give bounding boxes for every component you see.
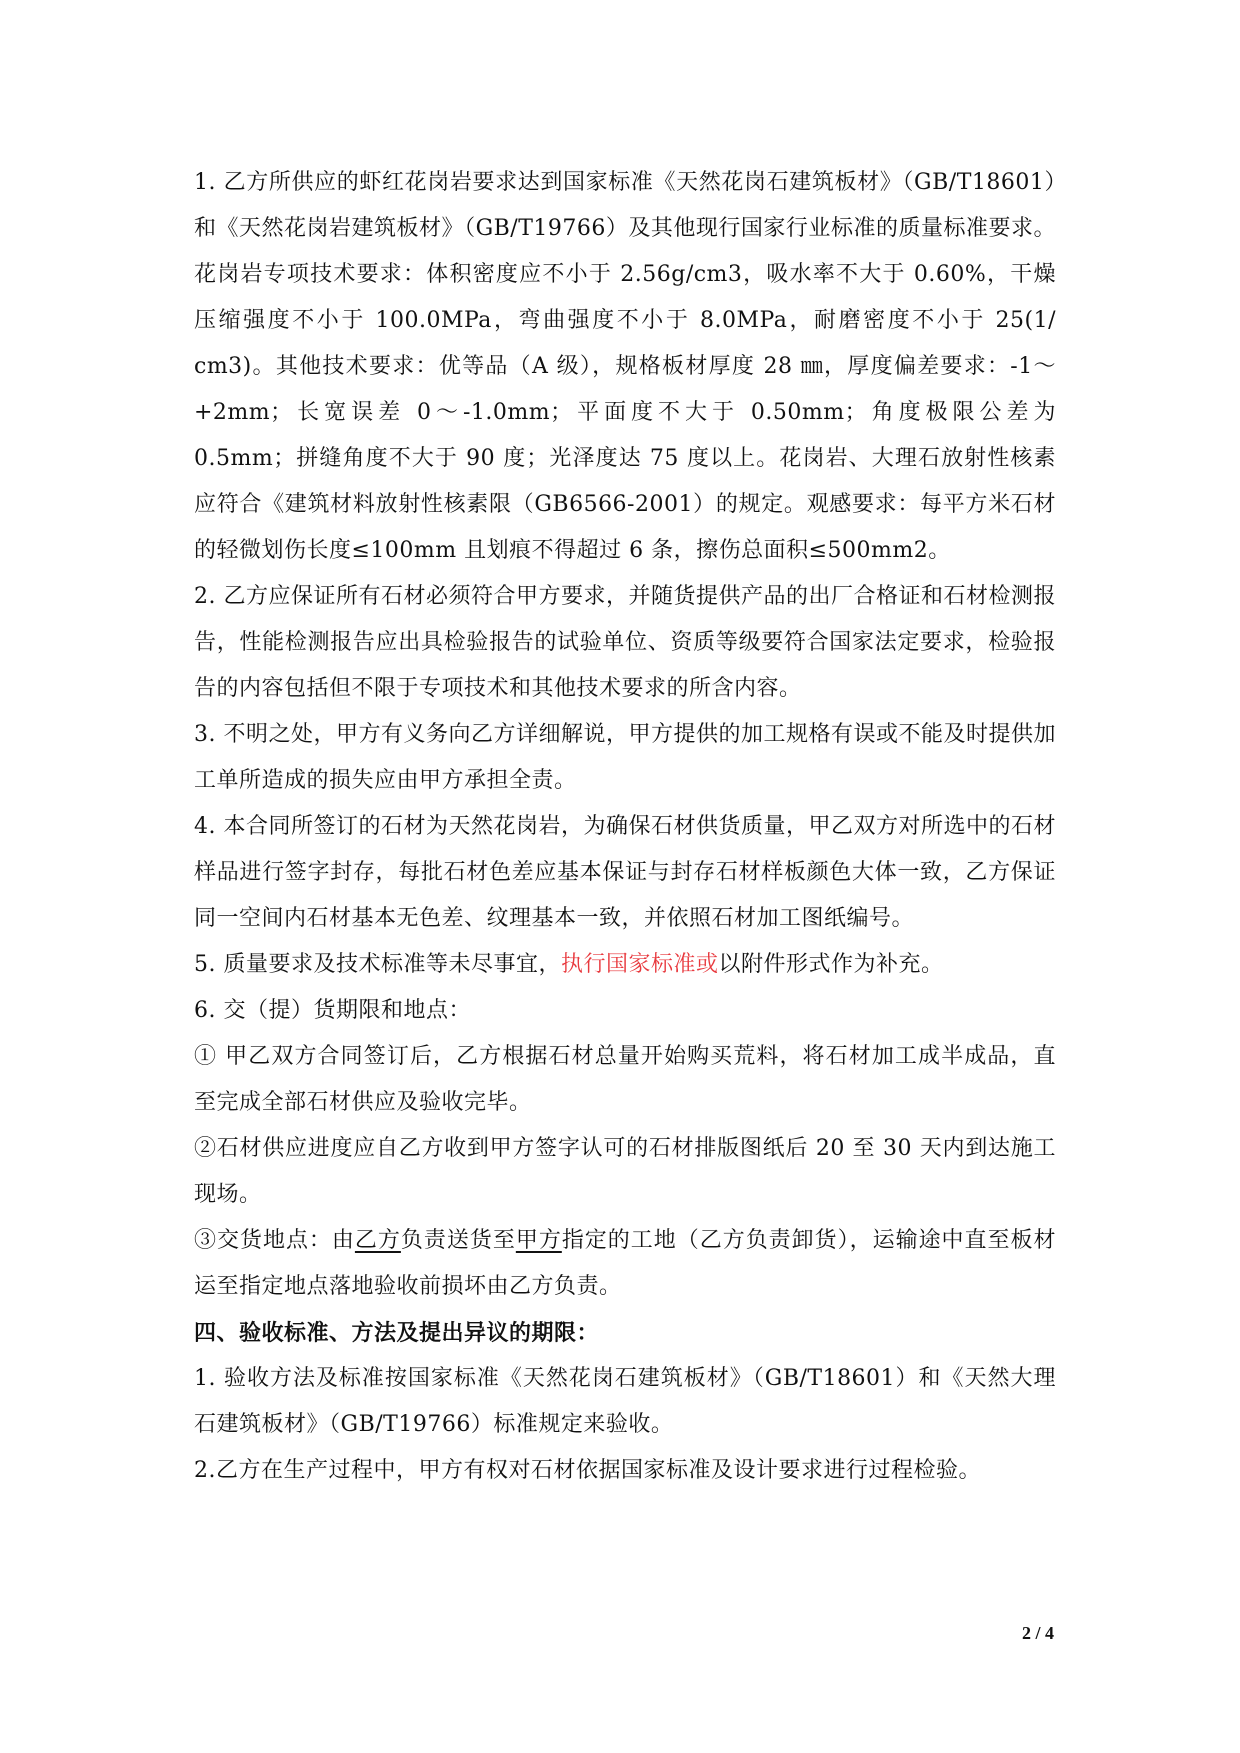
party-b-underlined: 乙方 — [354, 1228, 401, 1253]
supplement-text-after: 以附件形式作为补充。 — [718, 952, 944, 977]
paragraph-supplement — [194, 942, 1056, 988]
paragraph-process-inspection: 2.乙方在生产过程中，甲方有权对石材依据国家标准及设计要求进行过程检验。 — [194, 1458, 981, 1483]
paragraph-sample-seal: 4. 本合同所签订的石材为天然花岗岩，为确保石材供货质量，甲乙双方对所选中的石材样品进行签字封存，每批石材色差应基本保证与封存石材样板颜色大体一致，乙方保证同一空间内石材基本无色差、纹理基本一致，并依照石材加工图纸编号。 — [194, 814, 1056, 931]
section-heading-acceptance: 四、验收标准、方法及提出异议的期限： — [194, 1320, 600, 1346]
supplement-highlight: 执行国家标准或 — [561, 952, 719, 977]
paragraph-acceptance-method: 1. 验收方法及标准按国家标准《天然花岗石建筑板材》（GB/T18601）和《天然大理石建筑板材》（GB/T19766）标准规定来验收。 — [194, 1366, 1056, 1437]
paragraph-delivery-title: 6. 交（提）货期限和地点： — [194, 998, 471, 1023]
paragraph-delivery-item-1: ① 甲乙双方合同签订后，乙方根据石材总量开始购买荒料，将石材加工成半成品，直至完成全部石材供应及验收完毕。 — [194, 1044, 1056, 1115]
document-body — [194, 160, 1056, 1494]
paragraph-delivery-item-2: ②石材供应进度应自乙方收到甲方签字认可的石材排版图纸后 20 至 30 天内到达施工现场。 — [194, 1136, 1056, 1207]
delivery-location-suffix: 指定的工地（乙方负责卸货），运输途中直至板材运至指定地点落地验收前损坏由乙方负责。 — [194, 1228, 1056, 1299]
paragraph-explanation: 3. 不明之处，甲方有义务向乙方详细解说，甲方提供的加工规格有误或不能及时提供加工单所造成的损失应由甲方承担全责。 — [194, 722, 1056, 793]
delivery-location-middle: 负责送货至 — [400, 1228, 516, 1253]
delivery-location-prefix: ③交货地点：由 — [194, 1228, 355, 1253]
paragraph-certificate: 2. 乙方应保证所有石材必须符合甲方要求，并随货提供产品的出厂合格证和石材检测报告，性能检测报告应出具检验报告的试验单位、资质等级要符合国家法定要求，检验报告的内容包括但不限于专项技术和其他技术要求的所含内容。 — [194, 584, 1056, 701]
page-number: 2 / 4 — [1021, 1623, 1054, 1643]
paragraph-quality-standard: 1. 乙方所供应的虾红花岗岩要求达到国家标准《天然花岗石建筑板材》（GB/T18601）和《天然花岗岩建筑板材》（GB/T19766）及其他现行国家行业标准的质量标准要求。花岗岩专项技术要求：体积密度应不小于 2.56g/cm3，吸水率不大于 0.60%，干燥压缩强度不小于 100.0MPa，弯曲强度不小于 8.0MPa，耐磨密度不小于 25(1/ cm3)。其他技术要求：优等品（A 级），规格板材厚度 28 ㎜，厚度偏差要求：-1～+2mm；长宽误差 0～-1.0mm；平面度不大于 0.50mm；角度极限公差为 0.5mm；拼缝角度不大于 90 度；光泽度达 75 度以上。花岗岩、大理石放射性核素应符合《建筑材料放射性核素限（GB6566-2001）的规定。观感要求：每平方米石材的轻微划伤长度≤100mm 且划痕不得超过 6 条，擦伤总面积≤500mm2。 — [194, 170, 1056, 563]
paragraph-delivery-item-3 — [194, 1218, 1056, 1310]
party-a-underlined: 甲方 — [515, 1228, 562, 1253]
supplement-text-before: 5. 质量要求及技术标准等未尽事宜， — [194, 952, 561, 977]
